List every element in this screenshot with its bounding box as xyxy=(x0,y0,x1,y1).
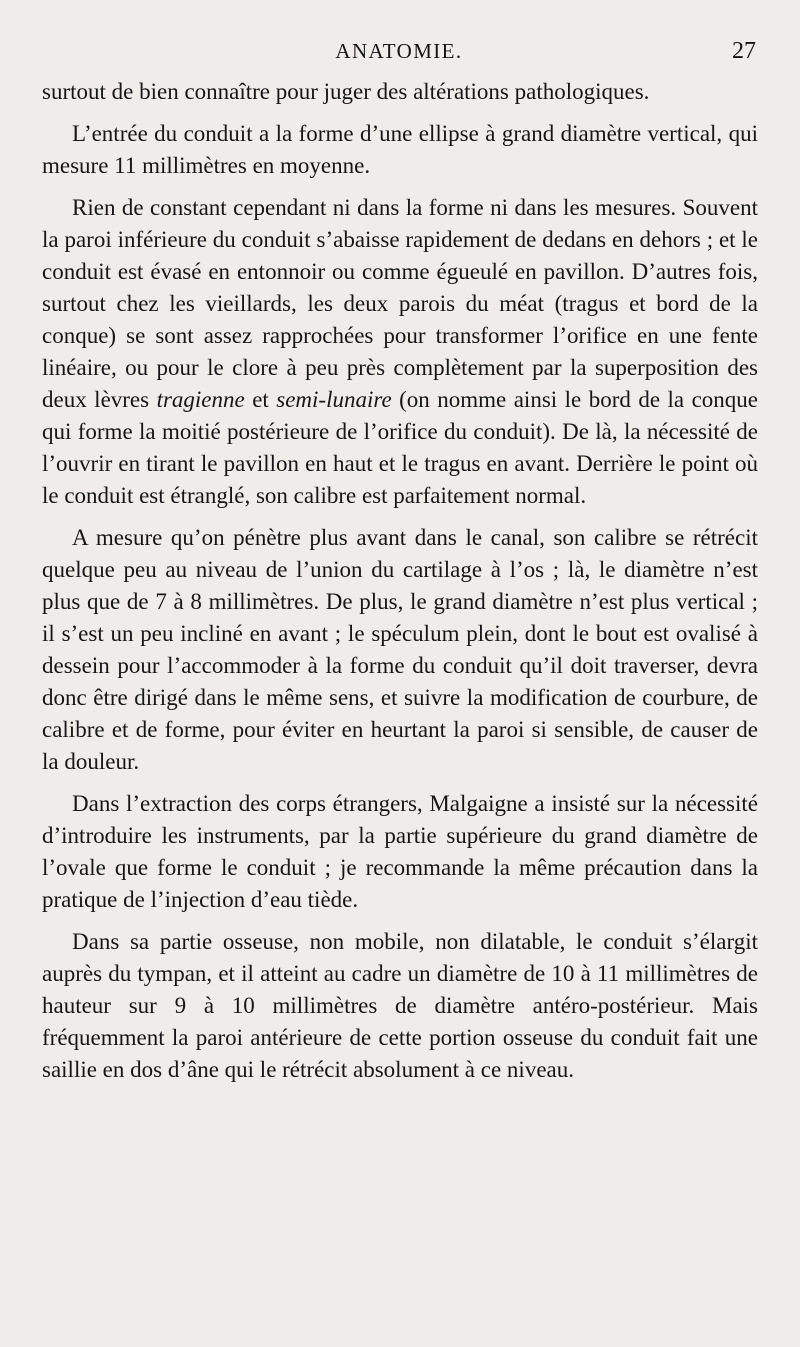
paragraph-3 xyxy=(42,192,758,512)
paragraph-1: surtout de bien connaître pour juger des altérations pathologiques. xyxy=(42,79,650,104)
running-head: ANATOMIE. xyxy=(335,39,463,63)
page-number: 27 xyxy=(732,38,756,64)
paragraph-2: L’entrée du conduit a la forme d’une ellipse à grand diamètre vertical, qui mesure 11 millimètres en moyenne. xyxy=(42,121,758,178)
paragraph-3-part-1: Rien de constant cependant ni dans la forme ni dans les mesures. Souvent la paroi inférieure du conduit s’abaisse rapidement de dedans en dehors ; et le conduit est évasé en entonnoir ou comme égueulé en pavillon. D’autres fois, surtout chez les vieillards, les deux parois du méat (tragus et bord de la conque) se sont assez rapprochées pour transformer l’orifice en une fente linéaire, ou pour le clore à peu près complètement par la superposition des deux lèvres xyxy=(42,195,758,412)
italic-term-semi-lunaire: semi-lunaire xyxy=(276,387,392,412)
paragraph-4: A mesure qu’on pénètre plus avant dans le canal, son calibre se rétrécit quelque peu au niveau de l’union du cartilage à l’os ; là, le diamètre n’est plus que de 7 à 8 millimètres. De plus, le grand diamètre n’est plus vertical ; il s’est un peu incliné en avant ; le spéculum plein, dont le bout est ovalisé à dessein pour l’accommoder à la forme du conduit qu’il doit traverser, devra donc être dirigé dans le même sens, et suivre la modification de courbure, de calibre et de forme, pour éviter en heurtant la paroi si sensible, de causer de la douleur. xyxy=(42,525,758,774)
paragraph-5: Dans l’extraction des corps étrangers, Malgaigne a insisté sur la nécessité d’introduire les instruments, par la partie supérieure du grand diamètre de l’ovale que forme le conduit ; je recommande la même précaution dans la pratique de l’injection d’eau tiède. xyxy=(42,791,758,912)
paragraph-3-part-3: (on nomme ainsi le bord de la conque qui forme la moitié postérieure de l’orifice du conduit). De là, la nécessité de l’ouvrir en tirant le pavillon en haut et le tragus en avant. Derrière le point où le conduit est étranglé, son calibre est parfaitement normal. xyxy=(42,387,758,508)
italic-term-tragienne: tragienne xyxy=(156,387,245,412)
body-text xyxy=(42,76,758,1096)
page-header xyxy=(40,34,758,68)
paragraph-6: Dans sa partie osseuse, non mobile, non dilatable, le conduit s’élargit auprès du tympan, et il atteint au cadre un diamètre de 10 à 11 millimètres de hauteur sur 9 à 10 millimètres de diamètre antéro-postérieur. Mais fréquemment la paroi antérieure de cette portion osseuse du conduit fait une saillie en dos d’âne qui le rétrécit absolument à ce niveau. xyxy=(42,929,758,1082)
paragraph-3-part-2: et xyxy=(252,387,269,412)
